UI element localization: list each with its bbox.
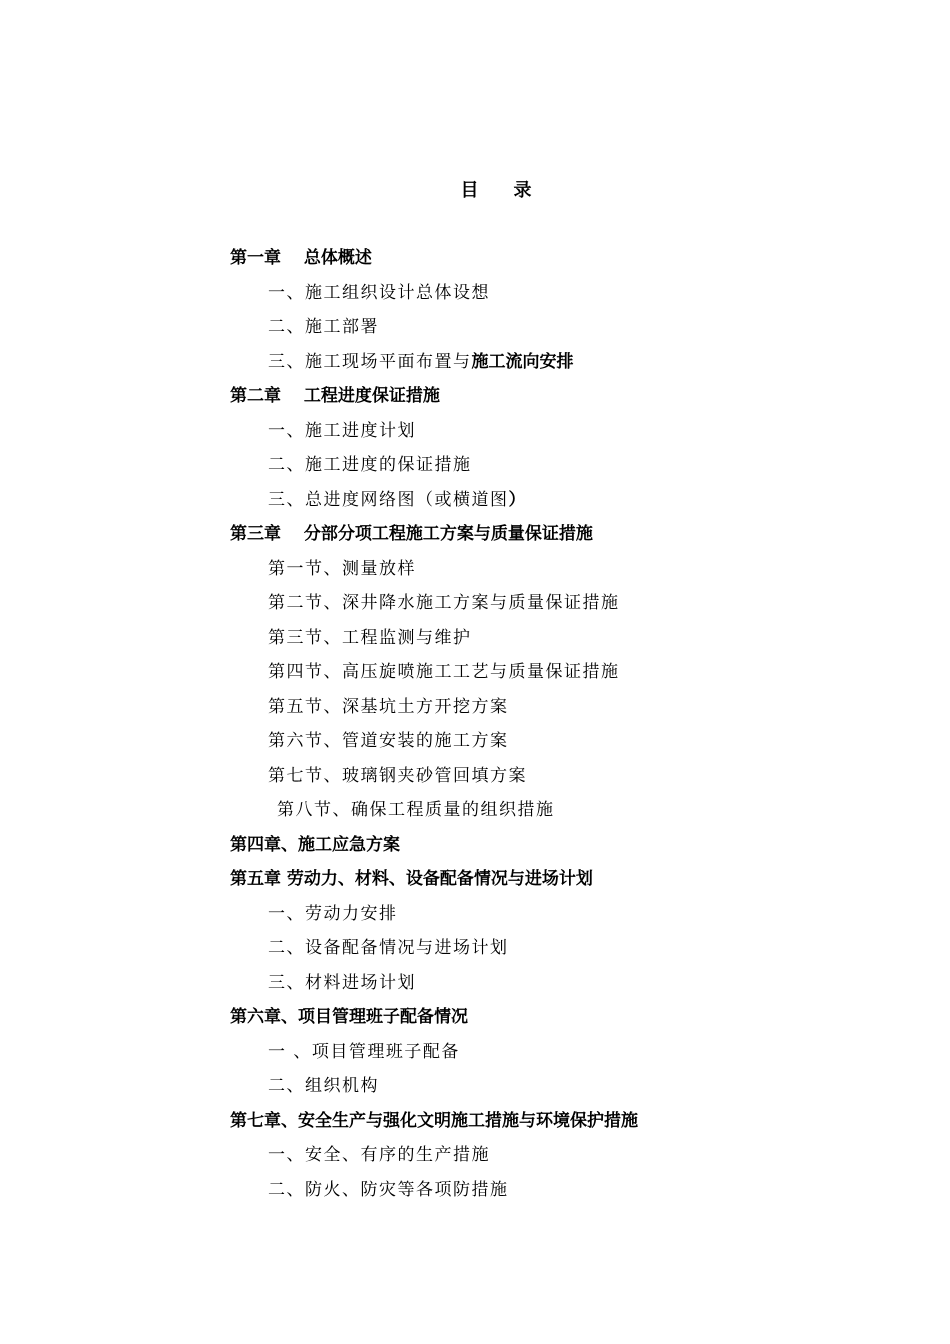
toc-section-3-3[interactable]: [230, 621, 910, 656]
toc-section-3-2[interactable]: [230, 586, 910, 621]
toc-section-3-8[interactable]: [230, 793, 910, 828]
toc-chapter-5[interactable]: [230, 862, 910, 897]
toc-section-5-2-text: 二、设备配备情况与进场计划: [268, 938, 509, 958]
toc-chapter-3-text: 第三章 分部分项工程施工方案与质量保证措施: [230, 524, 593, 544]
toc-chapter-7[interactable]: [230, 1104, 910, 1139]
toc-section-6-1-text: 一 、项目管理班子配备: [268, 1041, 460, 1062]
toc-section-7-1-text: 一、安全、有序的生产措施: [268, 1145, 490, 1165]
toc-section-7-2[interactable]: [230, 1173, 910, 1208]
toc-section-3-7-text: 第七节、玻璃钢夹砂管回填方案: [268, 765, 527, 786]
toc-section-1-2[interactable]: [230, 310, 910, 345]
toc-title: 目 录: [460, 180, 534, 201]
toc-section-2-3[interactable]: [230, 483, 910, 518]
toc-section-3-6[interactable]: [230, 724, 910, 759]
toc-chapter-6-text: 第六章、项目管理班子配备情况: [230, 1007, 468, 1027]
toc-section-3-7[interactable]: [230, 759, 910, 794]
toc-chapter-4[interactable]: [230, 828, 910, 863]
toc-section-5-3-text: 三、材料进场计划: [268, 972, 416, 993]
toc-section-1-3[interactable]: [230, 345, 910, 380]
toc-section-3-1-text: 第一节、测量放样: [268, 558, 416, 579]
toc-section-5-1-text: 一、劳动力安排: [268, 903, 398, 924]
toc-section-2-1[interactable]: [230, 414, 910, 449]
toc-section-2-1-text: 一、施工进度计划: [268, 420, 416, 441]
toc-chapter-1-text: 第一章 总体概述: [230, 248, 372, 268]
toc-chapter-5-text: 第五章 劳动力、材料、设备配备情况与进场计划: [230, 869, 593, 889]
toc-section-5-2[interactable]: [230, 931, 910, 966]
toc-section-3-8-text: 第八节、确保工程质量的组织措施: [277, 800, 555, 820]
toc-section-3-6-text: 第六节、管道安装的施工方案: [268, 731, 509, 751]
toc-section-7-2-text: 二、防火、防灾等各项防措施: [268, 1179, 509, 1200]
toc-section-2-2[interactable]: [230, 448, 910, 483]
toc-section-1-1[interactable]: [230, 276, 910, 311]
toc-section-6-1[interactable]: [230, 1035, 910, 1070]
toc-section-5-1[interactable]: [230, 897, 910, 932]
toc-section-2-3-text: 三、总进度网络图（或横道图: [268, 489, 509, 510]
toc-section-2-2-text: 二、施工进度的保证措施: [268, 455, 472, 475]
toc-section-3-2-text: 第二节、深井降水施工方案与质量保证措施: [268, 593, 620, 613]
toc-chapter-3[interactable]: [230, 517, 910, 552]
toc-section-1-1-text: 一、施工组织设计总体设想: [268, 282, 490, 303]
toc-chapter-2-text: 第二章 工程进度保证措施: [230, 386, 440, 406]
toc-chapter-4-text: 第四章、施工应急方案: [230, 834, 400, 855]
toc-chapter-1[interactable]: [230, 241, 910, 276]
toc-section-3-5-text: 第五节、深基坑土方开挖方案: [268, 696, 509, 717]
toc-section-5-3[interactable]: [230, 966, 910, 1001]
toc-section-1-2-text: 二、施工部署: [268, 317, 379, 337]
toc-section-6-2-text: 二、组织机构: [268, 1076, 379, 1096]
toc-section-6-2[interactable]: [230, 1069, 910, 1104]
toc-chapter-7-text: 第七章、安全生产与强化文明施工措施与环境保护措施: [230, 1110, 638, 1131]
toc-section-7-1[interactable]: [230, 1138, 910, 1173]
toc-section-1-3-text: 三、施工现场平面布置与: [268, 351, 472, 372]
toc-chapter-6[interactable]: [230, 1000, 910, 1035]
toc-section-3-4-text: 第四节、高压旋喷施工工艺与质量保证措施: [268, 662, 620, 682]
toc-chapter-2[interactable]: [230, 379, 910, 414]
toc-section-2-3-bold-text: ）: [508, 489, 526, 510]
toc-section-3-1[interactable]: [230, 552, 910, 587]
toc-list: [230, 241, 910, 1207]
toc-section-3-3-text: 第三节、工程监测与维护: [268, 627, 472, 648]
toc-section-1-3-bold-text: 施工流向安排: [471, 351, 574, 372]
toc-section-3-4[interactable]: [230, 655, 910, 690]
toc-section-3-5[interactable]: [230, 690, 910, 725]
